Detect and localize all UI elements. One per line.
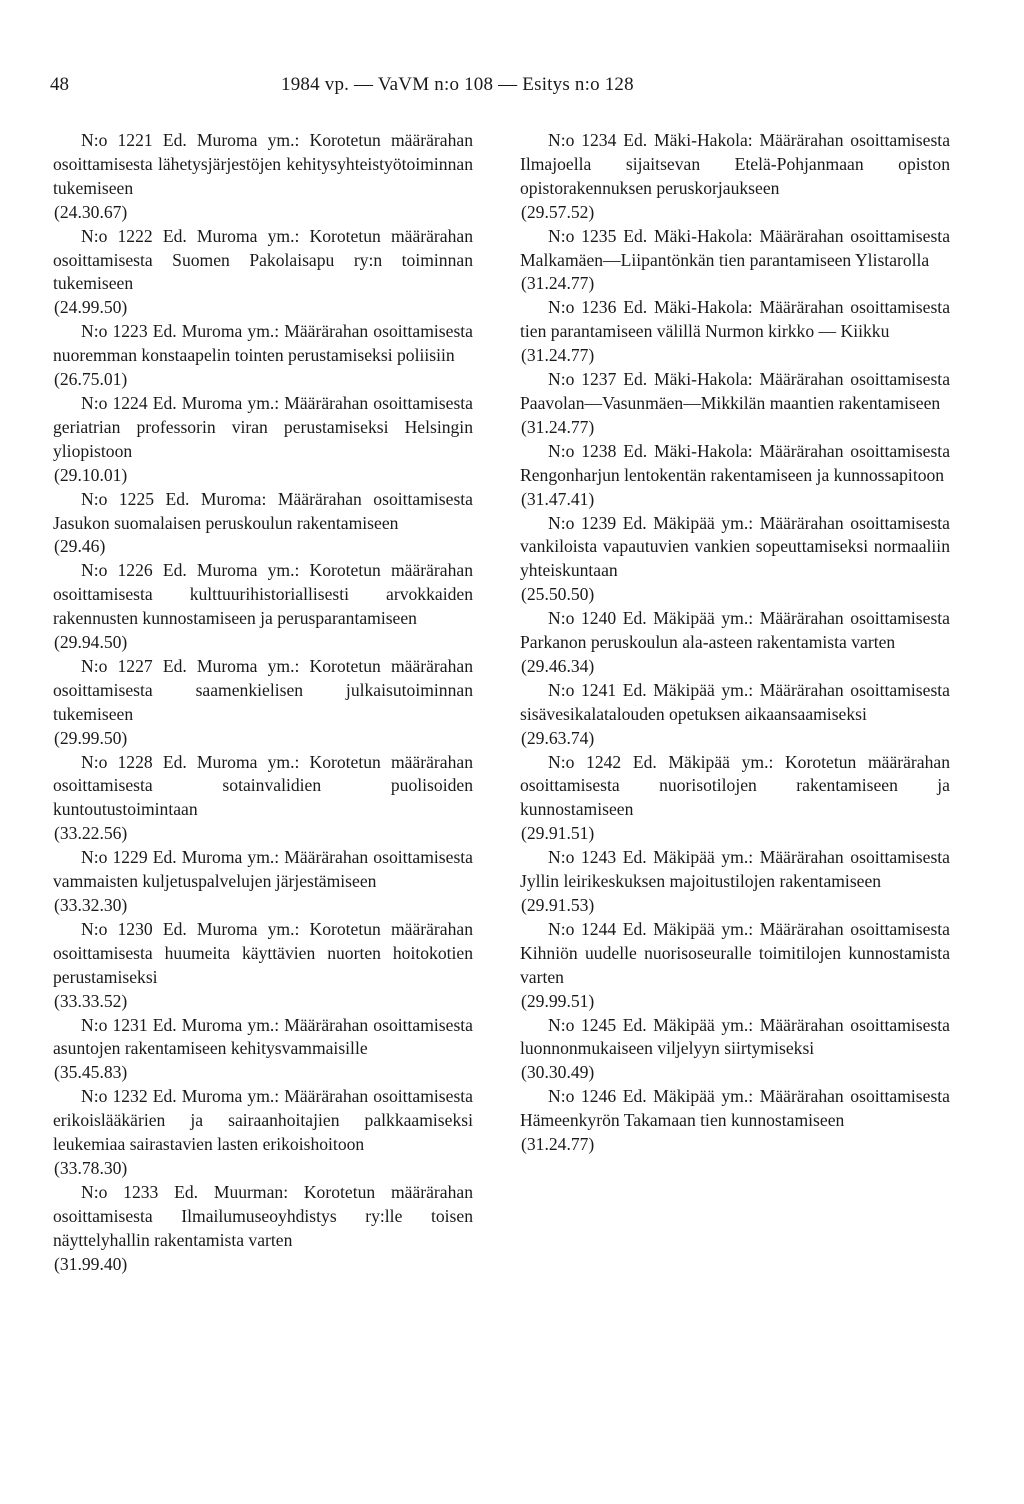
budget-item-code: (33.78.30) <box>54 1157 128 1178</box>
budget-item-code: (31.24.77) <box>521 345 595 366</box>
entry <box>520 368 950 440</box>
entry-text: N:o 1245 Ed. Mäkipää ym.: Määrärahan osoittamisesta luonnonmukaiseen viljelyyn siirtymiseksi <box>520 1014 950 1059</box>
entry <box>520 440 950 512</box>
entry <box>53 1181 473 1277</box>
entry-text: N:o 1230 Ed. Muroma ym.: Korotetun määrärahan osoittamisesta huumeita käyttävien nuorten hoitokotien perustamiseksi <box>53 918 473 987</box>
budget-item-code: (29.94.50) <box>54 632 128 653</box>
entry <box>520 918 950 1014</box>
budget-item-code: (31.24.77) <box>521 1134 595 1155</box>
entry-text: N:o 1241 Ed. Mäkipää ym.: Määrärahan osoittamisesta sisävesikalatalouden opetuksen aikaansaamiseksi <box>520 679 950 724</box>
entry <box>520 607 950 679</box>
entry-text: N:o 1225 Ed. Muroma: Määrärahan osoittamisesta Jasukon suomalaisen peruskoulun rakentamiseen <box>53 488 473 533</box>
budget-item-code: (29.99.51) <box>521 990 595 1011</box>
budget-item-code: (29.10.01) <box>54 464 128 485</box>
entry <box>520 129 950 225</box>
entry <box>520 1014 950 1086</box>
entry <box>53 918 473 1014</box>
budget-item-code: (29.99.50) <box>54 727 128 748</box>
budget-item-code: (35.45.83) <box>54 1062 128 1083</box>
entry-text: N:o 1228 Ed. Muroma ym.: Korotetun määrärahan osoittamisesta sotainvalidien puolisoiden kuntoutustoimintaan <box>53 751 473 820</box>
entry-text: N:o 1237 Ed. Mäki-Hakola: Määrärahan osoittamisesta Paavolan—Vasunmäen—Mikkilän maantien rakentamiseen <box>520 369 950 413</box>
running-head: 1984 vp. — VaVM n:o 108 — Esitys n:o 128 <box>281 74 634 95</box>
entry <box>53 1085 473 1181</box>
entry-text: N:o 1236 Ed. Mäki-Hakola: Määrärahan osoittamisesta tien parantamiseen välillä Nurmon kirkko — Kiikku <box>520 297 950 342</box>
entry <box>520 751 950 847</box>
budget-item-code: (29.46) <box>54 536 106 557</box>
entry-text: N:o 1242 Ed. Mäkipää ym.: Korotetun määrärahan osoittamisesta nuorisotilojen rakentamiseen ja kunnostamiseen <box>520 751 950 820</box>
budget-item-code: (30.30.49) <box>521 1062 595 1083</box>
entry <box>53 392 473 488</box>
entry-text: N:o 1226 Ed. Muroma ym.: Korotetun määrärahan osoittamisesta kulttuurihistoriallisesti arvokkaiden rakennusten kunnostamiseen ja perusparantamiseen <box>53 560 473 629</box>
budget-item-code: (33.33.52) <box>54 990 128 1011</box>
entry-text: N:o 1239 Ed. Mäkipää ym.: Määrärahan osoittamisesta vankiloista vapautuvien vankien sopeuttamiseksi normaaliin yhteiskuntaan <box>520 512 950 581</box>
budget-item-code: (29.91.51) <box>521 823 595 844</box>
entry <box>53 751 473 847</box>
entry-text: N:o 1231 Ed. Muroma ym.: Määrärahan osoittamisesta asuntojen rakentamiseen kehitysvammaisille <box>53 1014 473 1059</box>
budget-item-code: (29.46.34) <box>521 655 595 676</box>
budget-item-code: (31.24.77) <box>521 273 595 294</box>
budget-item-code: (31.24.77) <box>521 416 595 437</box>
budget-item-code: (33.22.56) <box>54 823 128 844</box>
budget-item-code: (33.32.30) <box>54 895 128 915</box>
budget-item-code: (29.57.52) <box>521 201 595 222</box>
entry-text: N:o 1240 Ed. Mäkipää ym.: Määrärahan osoittamisesta Parkanon peruskoulun ala-asteen rakentamista varten <box>520 608 950 653</box>
entry <box>53 655 473 751</box>
entry <box>53 846 473 918</box>
page-number: 48 <box>50 74 69 95</box>
entry-text: N:o 1223 Ed. Muroma ym.: Määrärahan osoittamisesta nuoremman konstaapelin tointen perustamiseksi poliisiin <box>53 321 473 366</box>
entry-text: N:o 1238 Ed. Mäki-Hakola: Määrärahan osoittamisesta Rengonharjun lentokentän rakentamiseen ja kunnossapitoon <box>520 440 950 485</box>
entry-text: N:o 1234 Ed. Mäki-Hakola: Määrärahan osoittamisesta Ilmajoella sijaitsevan Etelä-Pohjanmaan opiston opistorakennuksen peruskorjaukseen <box>520 130 950 198</box>
entry <box>520 1085 950 1157</box>
budget-item-code: (24.99.50) <box>54 297 128 318</box>
entry <box>53 559 473 655</box>
entry <box>520 225 950 297</box>
entry-text: N:o 1229 Ed. Muroma ym.: Määrärahan osoittamisesta vammaisten kuljetuspalvelujen järjestämiseen <box>53 847 473 892</box>
budget-item-code: (25.50.50) <box>521 584 595 605</box>
entry-text: N:o 1232 Ed. Muroma ym.: Määrärahan osoittamisesta erikoislääkärien ja sairaanhoitajien palkkaamiseksi leukemiaa sairastavien lasten erikoishoitoon <box>53 1086 473 1155</box>
budget-item-code: (29.91.53) <box>521 895 595 915</box>
right-column <box>520 129 950 1157</box>
budget-item-code: (31.99.40) <box>54 1253 128 1274</box>
entry-text: N:o 1244 Ed. Mäkipää ym.: Määrärahan osoittamisesta Kihniön uudelle nuorisoseuralle toimitilojen kunnostamista varten <box>520 918 950 987</box>
budget-item-code: (24.30.67) <box>54 201 128 222</box>
entry <box>520 512 950 608</box>
budget-item-code: (31.47.41) <box>521 488 595 509</box>
page-header <box>0 74 1024 104</box>
entry-text: N:o 1233 Ed. Muurman: Korotetun määrärahan osoittamisesta Ilmailumuseoyhdistys ry:lle toisen näyttelyhallin rakentamista varten <box>53 1181 473 1250</box>
entry-text: N:o 1227 Ed. Muroma ym.: Korotetun määrärahan osoittamisesta saamenkielisen julkaisutoiminnan tukemiseen <box>53 655 473 724</box>
budget-item-code: (26.75.01) <box>54 369 128 390</box>
entry <box>520 846 950 918</box>
entry <box>53 1014 473 1086</box>
entry-text: N:o 1246 Ed. Mäkipää ym.: Määrärahan osoittamisesta Hämeenkyrön Takamaan tien kunnostamiseen <box>520 1086 950 1131</box>
entry <box>53 225 473 321</box>
entry <box>53 320 473 392</box>
left-column <box>53 129 473 1277</box>
entry <box>520 296 950 368</box>
entry <box>53 129 473 225</box>
entry-text: N:o 1243 Ed. Mäkipää ym.: Määrärahan osoittamisesta Jyllin leirikeskuksen majoitustilojen rakentamiseen <box>520 847 950 892</box>
entry-text: N:o 1222 Ed. Muroma ym.: Korotetun määrärahan osoittamisesta Suomen Pakolaisapu ry:n toiminnan tukemiseen <box>53 225 473 294</box>
entry <box>53 488 473 560</box>
entry-text: N:o 1221 Ed. Muroma ym.: Korotetun määrärahan osoittamisesta lähetysjärjestöjen kehitysyhteistyötoiminnan tukemiseen <box>53 130 473 198</box>
entry-text: N:o 1224 Ed. Muroma ym.: Määrärahan osoittamisesta geriatrian professorin viran perustamiseksi Helsingin yliopistoon <box>53 392 473 461</box>
entry-text: N:o 1235 Ed. Mäki-Hakola: Määrärahan osoittamisesta Malkamäen—Liipantönkän tien parantamiseen Ylistarolla <box>520 225 950 270</box>
entry <box>520 679 950 751</box>
budget-item-code: (29.63.74) <box>521 727 595 748</box>
